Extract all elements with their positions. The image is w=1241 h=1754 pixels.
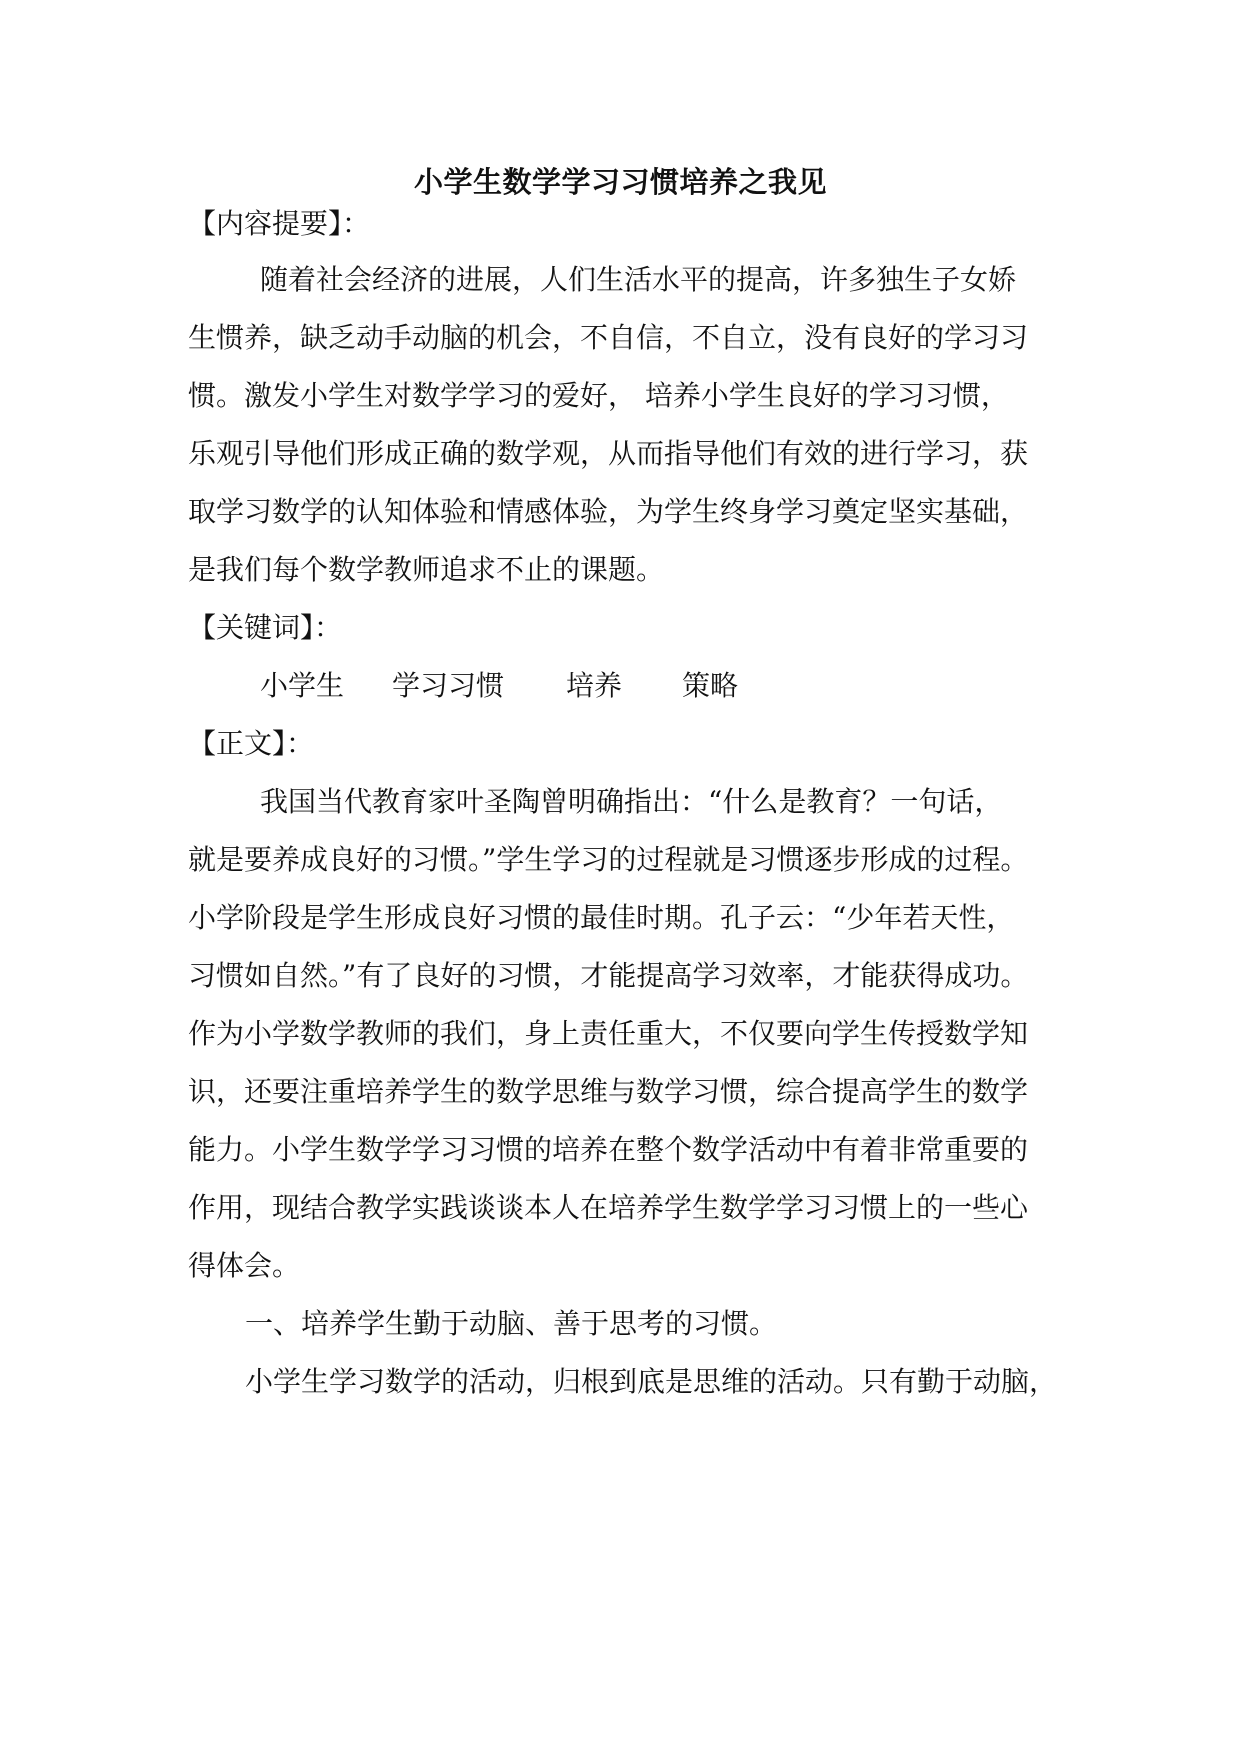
keyword: 学习习惯 [392,669,505,702]
section-line: 小学生学习数学的活动，归根到底是思维的活动。只有勤于动脑， [245,1365,1058,1398]
body-line: 我国当代教育家叶圣陶曾明确指出：“什么是教育？一句话， [260,785,1003,818]
keyword: 培养 [566,669,623,702]
keywords-row [260,664,1140,708]
abstract-line: 惯。激发小学生对数学学习的爱好， 培养小学生良好的学习习惯， [188,379,1009,412]
body-line: 就是要养成良好的习惯。”学生学习的过程就是习惯逐步形成的过程。 [188,843,1029,876]
keywords-heading: 【关键词】： [188,611,343,644]
body-line: 小学阶段是学生形成良好习惯的最佳时期。孔子云：“少年若天性， [188,901,1015,934]
body-line: 作为小学数学教师的我们，身上责任重大，不仅要向学生传授数学知 [188,1017,1029,1050]
abstract-line: 是我们每个数学教师追求不止的课题。 [188,553,665,586]
body-line: 作用，现结合教学实践谈谈本人在培养学生数学学习习惯上的一些心 [188,1191,1029,1224]
abstract-line: 生惯养，缺乏动手动脑的机会，不自信，不自立，没有良好的学习习 [188,321,1029,354]
body-heading: 【正文】： [188,727,315,760]
abstract-heading: 【内容提要】： [188,207,371,240]
abstract-line: 随着社会经济的进展，人们生活水平的提高，许多独生子女娇 [260,263,1017,296]
body-line: 习惯如自然。”有了良好的习惯，才能提高学习效率，才能获得成功。 [188,959,1029,992]
keyword: 小学生 [260,669,345,702]
body-line: 得体会。 [188,1249,301,1282]
abstract-line: 取学习数学的认知体验和情感体验，为学生终身学习奠定坚实基础， [188,495,1029,528]
body-line: 识，还要注重培养学生的数学思维与数学习惯，综合提高学生的数学 [188,1075,1029,1108]
section-heading: 一、培养学生勤于动脑、善于思考的习惯。 [245,1307,778,1340]
keyword: 策略 [682,669,739,702]
abstract-line: 乐观引导他们形成正确的数学观，从而指导他们有效的进行学习，获 [188,437,1029,470]
document-title: 小学生数学学习习惯培养之我见 [413,165,827,199]
body-line: 能力。小学生数学学习习惯的培养在整个数学活动中有着非常重要的 [188,1133,1029,1166]
